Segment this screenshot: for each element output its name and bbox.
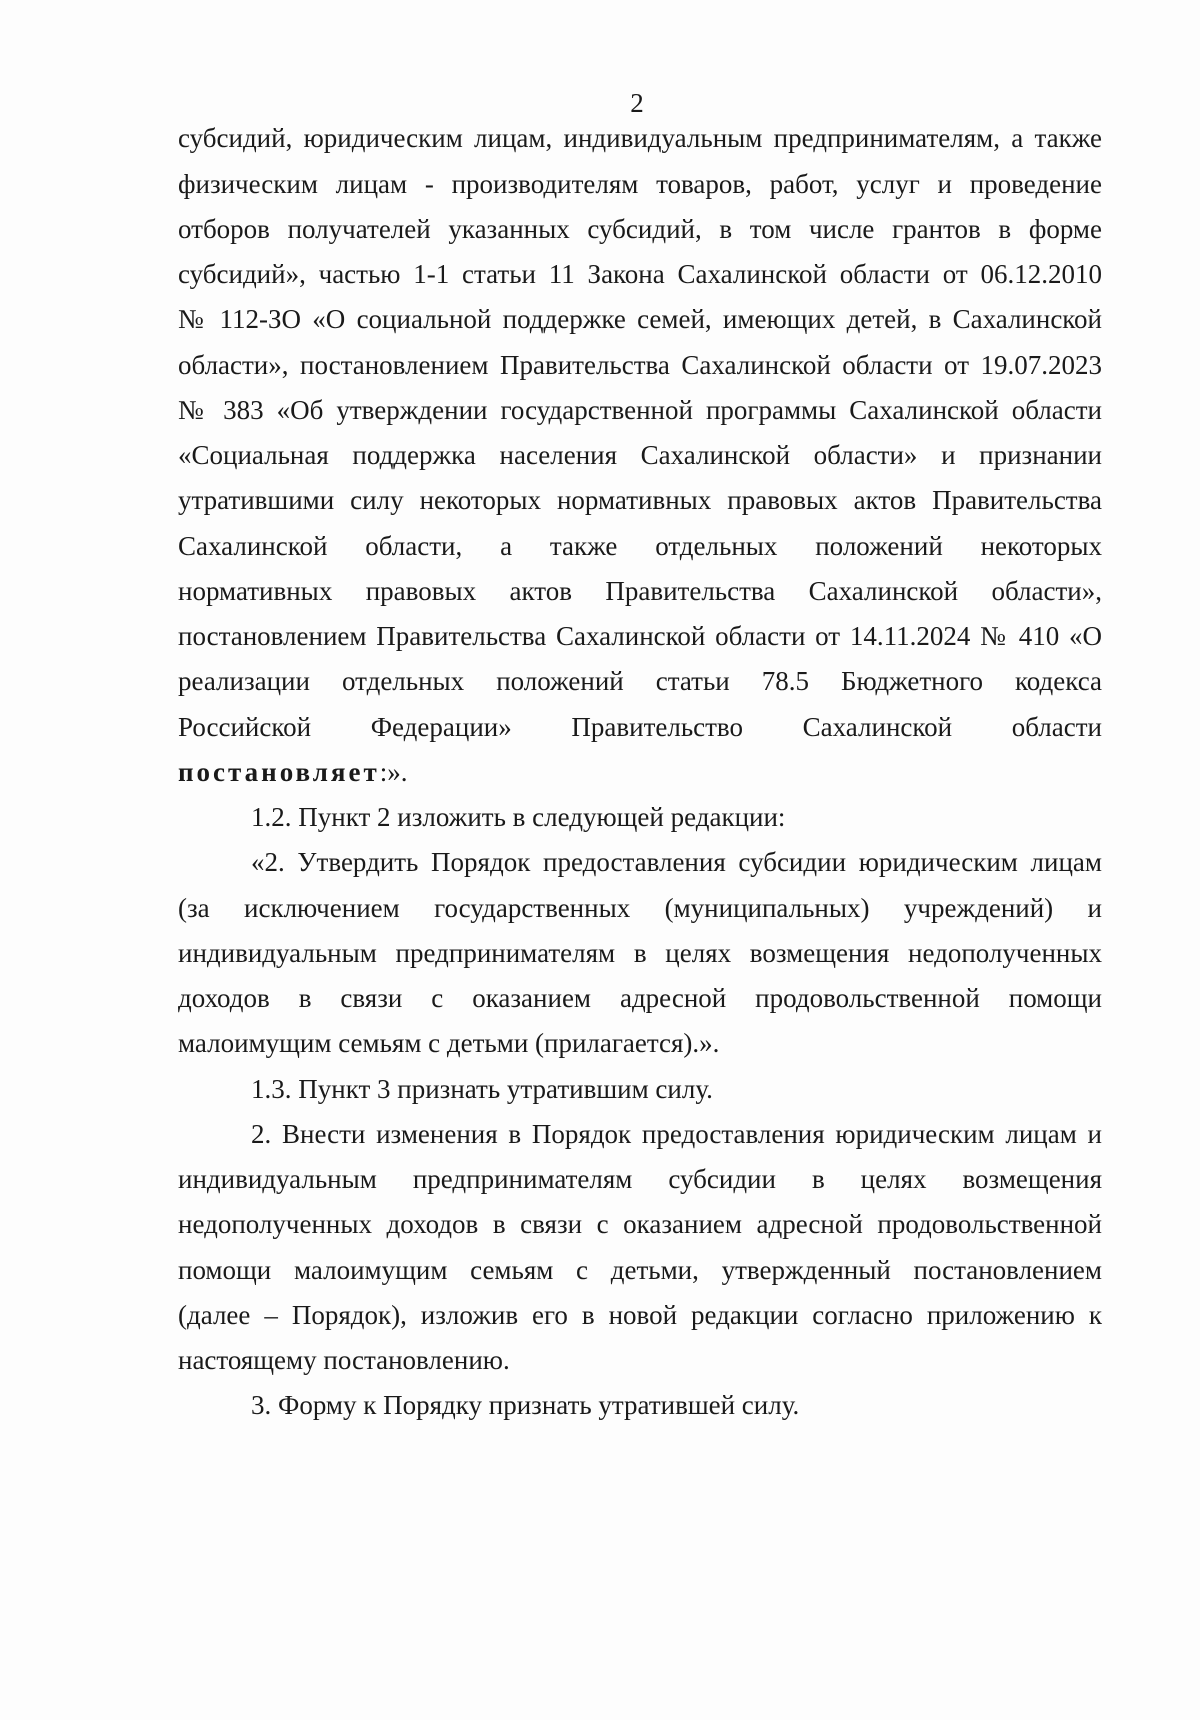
text-line: субсидий, юридическим лицам, индивидуальным предпринимателям, а также [178, 123, 1102, 153]
item-2-line: индивидуальным предпринимателям субсидии в целях возмещения [178, 1164, 1102, 1194]
text-line: физическим лицам - производителям товаров, работ, услуг и проведение [178, 169, 1102, 199]
item-2-line: 2. Внести изменения в Порядок предоставления юридическим лицам и [251, 1119, 1102, 1149]
text-line: отборов получателей указанных субсидий, в том числе грантов в форме [178, 214, 1102, 244]
quote-line: индивидуальным предпринимателям в целях возмещения недополученных [178, 938, 1102, 968]
postanovlyaet-tail: :». [379, 757, 408, 787]
item-3: 3. Форму к Порядку признать утратившей силу. [251, 1390, 800, 1420]
text-line: № 383 «Об утверждении государственной программы Сахалинской области [178, 395, 1102, 425]
postanovlyaet-word: постановляет [178, 757, 380, 787]
text-line: Сахалинской области, а также отдельных положений некоторых [178, 531, 1102, 561]
item-2-line: (далее – Порядок), изложив его в новой редакции согласно приложению к [178, 1300, 1102, 1330]
text-line: субсидий», частью 1-1 статьи 11 Закона Сахалинской области от 06.12.2010 [178, 259, 1102, 289]
quote-line: «2. Утвердить Порядок предоставления субсидии юридическим лицам [251, 847, 1102, 877]
text-line: утратившими силу некоторых нормативных правовых актов Правительства [178, 485, 1102, 515]
text-line: № 112-ЗО «О социальной поддержке семей, имеющих детей, в Сахалинской [178, 304, 1102, 334]
item-2-line: настоящему постановлению. [178, 1345, 510, 1375]
text-line: области», постановлением Правительства Сахалинской области от 19.07.2023 [178, 350, 1102, 380]
item-2-line: недополученных доходов в связи с оказанием адресной продовольственной [178, 1209, 1102, 1239]
text-line: нормативных правовых актов Правительства Сахалинской области», [178, 576, 1102, 606]
page-number: 2 [630, 88, 644, 118]
postanovlyaet-line [178, 756, 1102, 788]
text-line: «Социальная поддержка населения Сахалинской области» и признании [178, 440, 1102, 470]
quote-line: (за исключением государственных (муниципальных) учреждений) и [178, 893, 1102, 923]
quote-line: доходов в связи с оказанием адресной продовольственной помощи [178, 983, 1102, 1013]
item-2-line: помощи малоимущим семьям с детьми, утвержденный постановлением [178, 1255, 1102, 1285]
item-1-2: 1.2. Пункт 2 изложить в следующей редакции: [251, 802, 786, 832]
text-line: постановлением Правительства Сахалинской области от 14.11.2024 № 410 «О [178, 621, 1102, 651]
quote-line: малоимущим семьям с детьми (прилагается).». [178, 1028, 720, 1058]
text-line: Российской Федерации» Правительство Сахалинской области [178, 712, 1102, 742]
item-1-3: 1.3. Пункт 3 признать утратившим силу. [251, 1074, 713, 1104]
text-line: реализации отдельных положений статьи 78.5 Бюджетного кодекса [178, 666, 1102, 696]
